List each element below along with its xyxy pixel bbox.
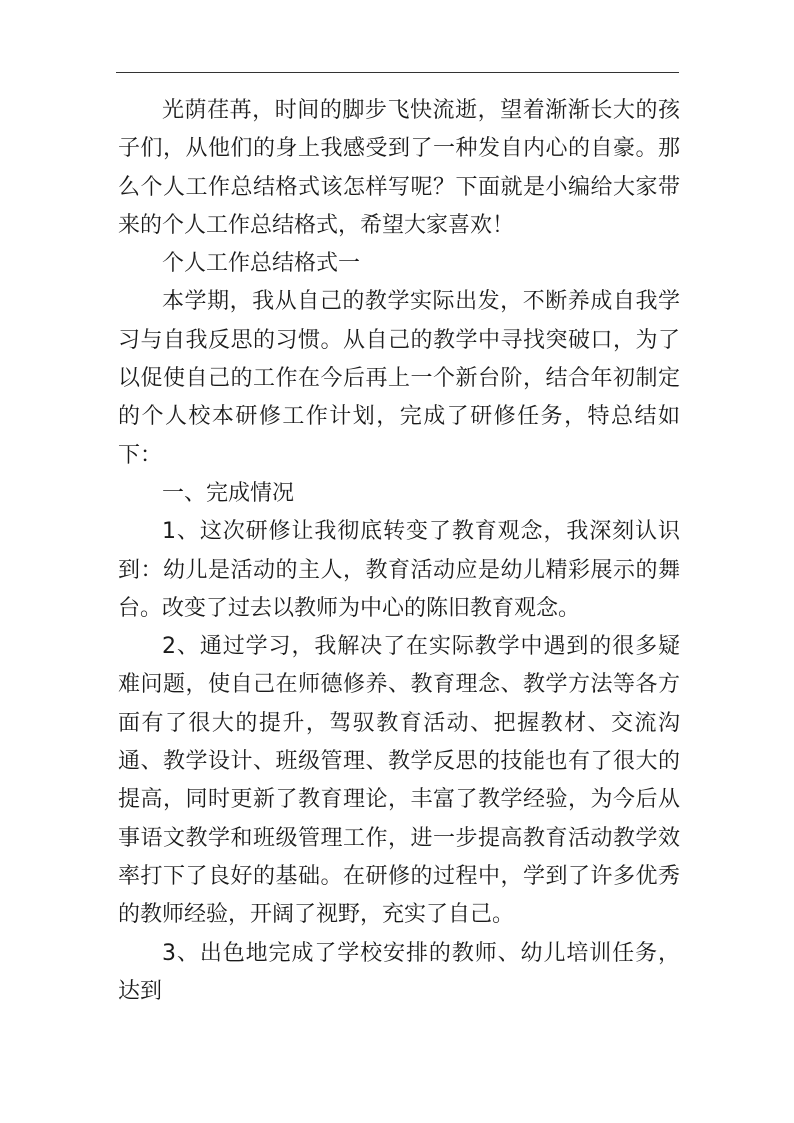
subsection-heading: 一、完成情况 [162,480,295,506]
intro-paragraph: 光荫荏苒，时间的脚步飞快流逝，望着渐渐长大的孩子们，从他们的身上我感受到了一种发自内心的自豪。那么个人工作总结格式该怎样写呢？下面就是小编给大家带来的个人工作总结格式，希望大家喜欢！ [118,98,680,238]
list-item-1: 1、这次研修让我彻底转变了教育观念，我深刻认识到：幼儿是活动的主人，教育活动应是幼儿精彩展示的舞台。改变了过去以教师为中心的陈旧教育观念。 [118,519,680,621]
list-item-2: 2、通过学习，我解决了在实际教学中遇到的很多疑难问题，使自己在师德修养、教育理念、教学方法等各方面有了很大的提升，驾驭教育活动、把握教材、交流沟通、教学设计、班级管理、教学反思的技能也有了很大的提高，同时更新了教育理论，丰富了教学经验，为今后从事语文教学和班级管理工作，进一步提高教育活动教学效率打下了良好的基础。在研修的过程中，学到了许多优秀的教师经验，开阔了视野，充实了自己。 [118,634,680,928]
section-heading: 个人工作总结格式一 [162,251,361,277]
list-item-3: 3、出色地完成了学校安排的教师、幼儿培训任务，达到 [118,940,680,1004]
document-body [118,92,680,1011]
header-divider [116,72,679,73]
body-paragraph: 本学期，我从自己的教学实际出发，不断养成自我学习与自我反思的习惯。从自己的教学中寻找突破口，为了以促使自己的工作在今后再上一个新台阶，结合年初制定的个人校本研修工作计划，完成了研修任务，特总结如下： [118,289,680,468]
